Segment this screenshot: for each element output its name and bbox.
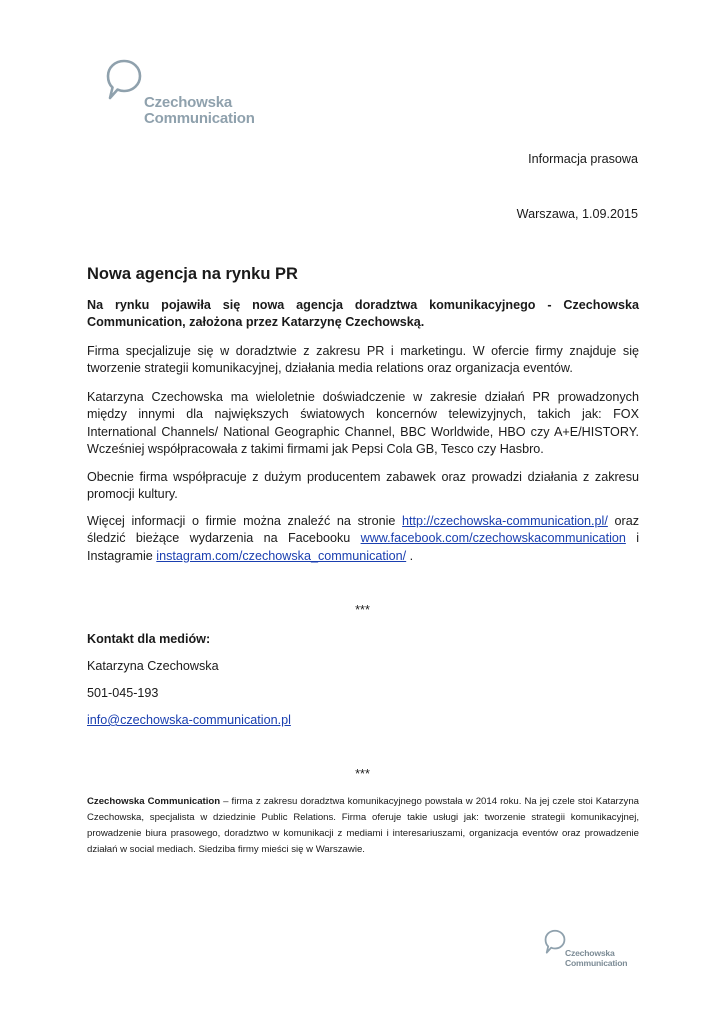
logo-line-1: Czechowska	[144, 94, 233, 111]
footer-logo-line-2: Communication	[565, 957, 628, 968]
speech-bubble-icon	[104, 58, 144, 102]
header-logo	[104, 58, 274, 130]
paragraph-2: Katarzyna Czechowska ma wieloletnie doświadczenie w zakresie działań PR prowadzonych między innymi dla największych światowych koncernów telewizyjnych, takich jak: FOX International Channels/ National Geographic Channel, BBC Worldwide, HBO czy A+E/HISTORY. Wcześniej współpracowała z takimi firmami jak Pepsi Cola GB, Tesco czy Hasbro.	[87, 390, 639, 457]
instagram-link[interactable]: instagram.com/czechowska_communication/	[156, 548, 407, 563]
place-date: Warszawa, 1.09.2015	[516, 207, 638, 221]
company-note-text: – firma z zakresu doradztwa komunikacyjnego powstała w 2014 roku. Na jej czele stoi Katarzyna Czechowska, specjalista w dziedzinie Public Relations. Firma oferuje takie usługi jak: tworzenie strategii komunikacyjnej, prowadzenie biura prasowego, doradztwo w komunikacji z mediami i interesariuszami, organizacja eventów oraz prowadzenie działań w social mediach. Siedziba firmy mieści się w Warszawie.	[87, 796, 639, 855]
company-note-name: Czechowska Communication	[87, 796, 221, 807]
company-note	[87, 794, 639, 858]
document-type: Informacja prasowa	[528, 152, 638, 166]
p4-text-3: i Instagramie	[87, 531, 640, 563]
contact-heading: Kontakt dla mediów:	[87, 632, 211, 646]
facebook-link[interactable]: www.facebook.com/czechowskacommunication	[360, 531, 626, 546]
lead-paragraph: Na rynku pojawiła się nowa agencja doradztwa komunikacyjnego - Czechowska Communication, założona przez Katarzynę Czechowską.	[87, 298, 639, 330]
paragraph-4	[87, 513, 639, 565]
contact-name: Katarzyna Czechowska	[87, 659, 219, 673]
p4-text-2: oraz śledzić bieżące wydarzenia na Facebooku	[87, 514, 640, 546]
paragraph-1: Firma specjalizuje się w doradztwie z zakresu PR i marketingu. W ofercie firmy znajduje się tworzenie strategii komunikacyjnej, działania media relations oraz organizacja eventów.	[87, 344, 639, 376]
footer-logo	[543, 929, 653, 973]
page-title: Nowa agencja na rynku PR	[87, 265, 298, 283]
p4-text-1: Więcej informacji o firmie można znaleźć na stronie	[87, 514, 403, 528]
separator-2: ***	[355, 767, 370, 781]
website-link[interactable]: http://czechowska-communication.pl/	[402, 514, 608, 528]
speech-bubble-icon	[543, 929, 567, 955]
contact-email-link[interactable]: info@czechowska-communication.pl	[87, 713, 291, 727]
footer-logo-line-1: Czechowska	[565, 948, 615, 958]
p4-text-4: .	[406, 548, 414, 563]
paragraph-3: Obecnie firma współpracuje z dużym producentem zabawek oraz prowadzi działania z zakresu promocji kultury.	[87, 470, 639, 502]
logo-line-2: Communication	[144, 109, 255, 127]
contact-phone: 501-045-193	[87, 686, 159, 700]
separator-1: ***	[355, 603, 370, 617]
